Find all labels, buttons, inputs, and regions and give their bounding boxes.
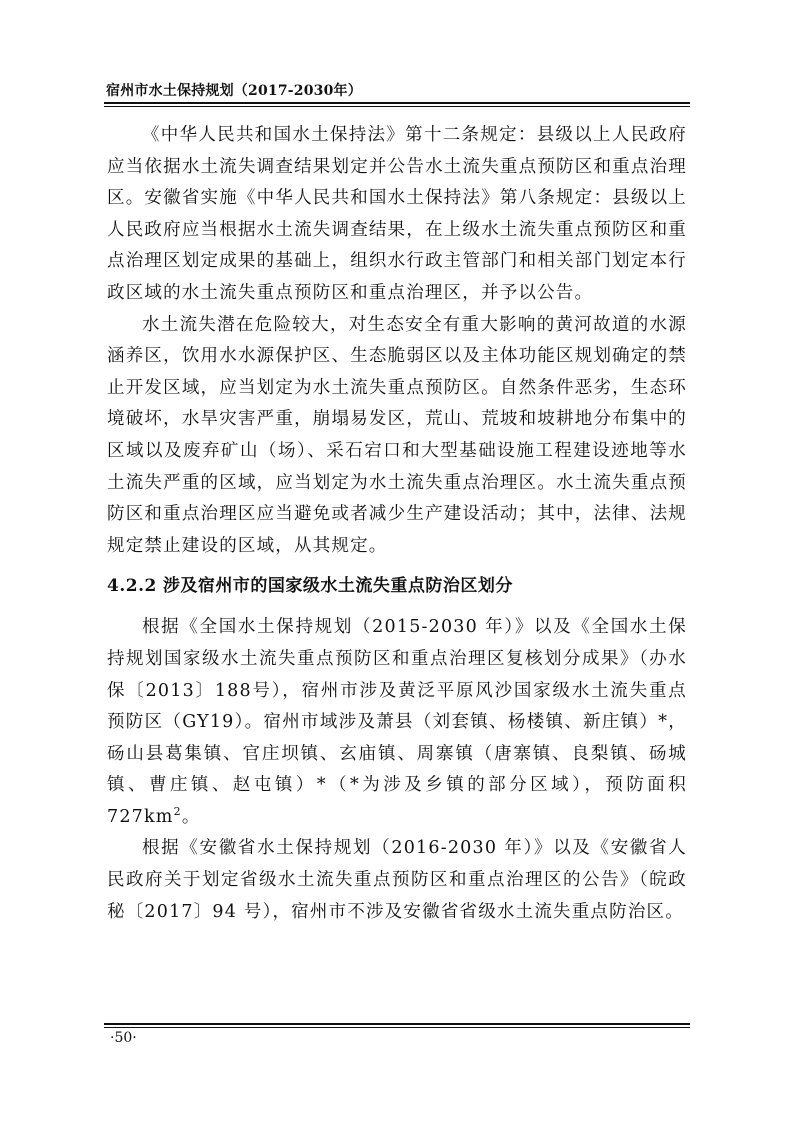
area-unit-superscript: 2 [173,805,182,819]
footer-rule-thin [104,1027,690,1028]
paragraph-3 [107,612,687,833]
section-title: 涉及宿州市的国家级水土流失重点防治区划分 [162,576,513,597]
running-header: 宿州市水土保持规划（2017-2030年） [106,83,362,99]
section-number: 4.2.2 [107,576,157,597]
footer-rule [104,1023,690,1025]
paragraph-1: 《中华人民共和国水土保持法》第十二条规定：县级以上人民政府应当依据水土流失调查结果划定并公告水土流失重点预防区和重点治理区。安徽省实施《中华人民共和国水土保持法》第八条规定：县级以上人民政府应当根据水土流失调查结果，在上级水土流失重点预防区和重点治理区划定成果的基础上，组织水行政主管部门和相关部门划定本行政区域的水土流失重点预防区和重点治理区，并予以公告。 [107,125,687,303]
paragraph-3-text: 根据《全国水土保持规划（2015-2030 年）》以及《全国水土保持规划国家级水土流失重点预防区和重点治理区复核划分成果》（办水保〔2013〕188号），宿州市涉及黄泛平原风沙国家级水土流失重点预防区（GY19）。宿州市域涉及萧县（刘套镇、杨楼镇、新庄镇）*，砀山县葛集镇、官庄坝镇、玄庙镇、周寨镇（唐寨镇、良梨镇、砀城镇、曹庄镇、赵屯镇）*（*为涉及乡镇的部分区域），预防面积 727km [107,617,687,827]
paragraph-4: 根据《安徽省水土保持规划（2016-2030 年）》以及《安徽省人民政府关于划定省级水土流失重点预防区和重点治理区的公告》（皖政秘〔2017〕94 号），宿州市不涉及安徽省省级水土流失重点防治区。 [107,838,687,922]
page-number: ·50· [110,1030,137,1046]
header-rule [104,102,690,104]
document-body [107,120,687,928]
section-heading [107,570,687,602]
paragraph-3-end: 。 [181,806,201,827]
header-rule-thin [104,106,690,107]
paragraph-2: 水土流失潜在危险较大，对生态安全有重大影响的黄河故道的水源涵养区，饮用水水源保护区、生态脆弱区以及主体功能区规划确定的禁止开发区域，应当划定为水土流失重点预防区。自然条件恶劣，生态环境破坏，水旱灾害严重，崩塌易发区，荒山、荒坡和坡耕地分布集中的区域以及废弃矿山（场）、采石宕口和大型基础设施工程建设迹地等水土流失严重的区域，应当划定为水土流失重点治理区。水土流失重点预防区和重点治理区应当避免或者减少生产建设活动；其中，法律、法规规定禁止建设的区域，从其规定。 [107,314,687,556]
